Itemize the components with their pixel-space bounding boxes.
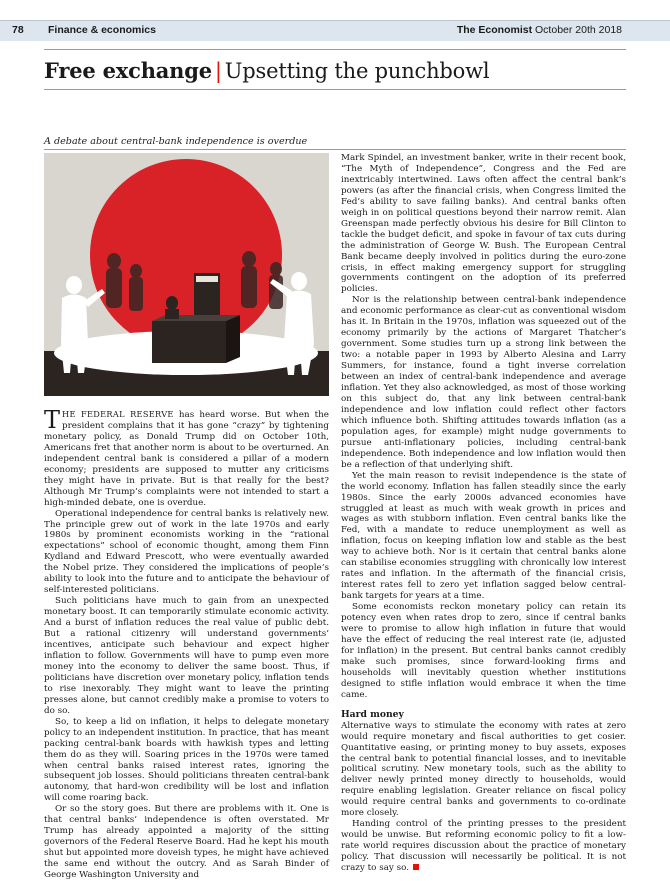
- headline-separator: |: [214, 59, 222, 83]
- article-column-right: [341, 153, 626, 874]
- body-paragraph: Mark Spindel, an investment banker, write in their recent book, “The Myth of Independence”, Congress and the Fed are inextricably intertwined. Laws often affect the central bank’s powers (as after the financial crisis, when Congress limited the Fed’s ability to save failing banks). And central banks often weigh in on political questions beyond their narrow remit. Alan Greenspan made perfectly obvious his desire for Bill Clinton to tackle the budget deficit, and spoke in favour of tax cuts during the administration of George W. Bush. The European Central Bank became deeply involved in politics during the euro-zone crisis, in effect making emergency support for struggling governments contingent on the adoption of its preferred policies.: [341, 153, 626, 295]
- publication-line: [457, 24, 622, 36]
- body-paragraph: Some economists reckon monetary policy can retain its potency even when rates drop to zero, since if central banks were to promise to allow high inflation in future that would have the effect of reducing the real interest rate (ie, adjusted for inflation) in the present. But central banks cannot credibly make such promises, since forward-looking firms and households will inevitably question whether institutions designed to stifle inflation would embrace it when the time came.: [341, 602, 626, 700]
- body-paragraph: Such politicians have much to gain from an unexpected monetary boost. It can temporarily stimulate economic activity. And a burst of inflation reduces the real value of public debt. But a rational citizenry will understand governments’ incentives, anticipate such behaviour and expect higher inflation to follow. Governments will have to pump even more money into the economy to deliver the same boost. Thus, if politicians have discretion over monetary policy, inflation tends to rise inexorably. They might want to leave the printing presses alone, but cannot credibly make a promise to voters to do so.: [44, 596, 329, 716]
- rubric-rule: [44, 149, 626, 150]
- body-paragraph: So, to keep a lid on inflation, it helps to delegate monetary policy to an independent institution. In practice, that has meant packing central-bank boards with hawkish types and letting them do as they will. Soaring prices in the 1970s were tamed when central banks raised interest rates, ignoring the subsequent job losses. Should politicians threaten central-bank autonomy, that hard-won credibility will be lost and inflation will come roaring back.: [44, 716, 329, 804]
- rubric: A debate about central-bank independence is overdue: [44, 136, 308, 147]
- body-paragraph: Operational independence for central banks is relatively new. The principle grew out of work in the late 1970s and early 1980s by prominent economists working in the “rational expectations” school of economic thought, among them Finn Kydland and Edward Prescott, who were eventually awarded the Nobel prize. They considered the implications of people’s ability to look into the future and to anticipate the behaviour of self-interested politicians.: [44, 508, 329, 596]
- page-number: 78: [12, 24, 24, 36]
- drop-cap: T: [44, 406, 61, 434]
- punchbowl-illustration: [44, 153, 329, 396]
- body-text: Handing control of the printing presses to the president would be unwise. But reforming economic policy to fit a low-rate world requires discussion about the practice of monetary policy. That discussion will necessarily be political. It is not crazy to say so.: [341, 819, 626, 874]
- body-text: has heard worse. But when the president complains that it has gone “crazy” by tightening monetary policy, as Donald Trump did on October 10th, Americans fret that another norm is about to be overturned. An independent central bank is considered a pillar of a modern economy; presidents are supposed to mutter any criticisms they might have in private. But is that really for the best? Although Mr Trump’s complaints were not intended to start a high-minded debate, one is overdue.: [44, 410, 329, 508]
- body-paragraph: Alternative ways to stimulate the economy with rates at zero would require monetary and fiscal authorities to get cosier. Quantitative easing, or printing money to buy assets, exposes the central bank to potential financial losses, and to inevitable political scrutiny. New monetary tools, such as the ability to deliver newly printed money directly to households, would require enabling legislation. Greater reliance on fiscal policy would require central banks and governments to co-ordinate more closely.: [341, 720, 626, 819]
- column-name: Free exchange: [44, 58, 212, 83]
- lead-paragraph: [44, 406, 329, 509]
- subheading: Hard money: [341, 708, 404, 720]
- top-rule: [44, 49, 626, 50]
- body-paragraph: Nor is the relationship between central-bank independence and economic performance as clear-cut as conventional wisdom has it. In Britain in the 1970s, inflation was squeezed out of the economy primarily by the actions of Margaret Thatcher’s government. Some studies turn up a strong link between the two: a notable paper in 1993 by Alberto Alesina and Larry Summers, for instance, found a tight inverse correlation between an index of central-bank independence and average inflation. Yet they also acknowledged, as most of those working on this subject do, that any link between central-bank independence and low inflation could reflect other factors which influence both. Shifting attitudes towards inflation (as a population ages, for example) might nudge governments to pursue anti-inflationary policies, including central-bank independence. Both independence and low inflation would then be a reflection of that underlying shift.: [341, 295, 626, 470]
- headline-rule: [44, 89, 626, 90]
- article-column-left: [44, 406, 329, 881]
- publication-name: The Economist: [456, 24, 533, 36]
- headline: [44, 58, 489, 83]
- running-header: [0, 20, 670, 41]
- lead-small-caps: HE FEDERAL RESERVE: [62, 409, 174, 419]
- article-title: Upsetting the punchbowl: [224, 59, 490, 83]
- final-paragraph: [341, 819, 626, 874]
- issue-date: October 20th 2018: [535, 24, 622, 36]
- body-paragraph: Or so the story goes. But there are problems with it. One is that central banks’ independence is often overstated. Mr Trump has already appointed a majority of the sitting governors of the Federal Reserve Board. Had he kept his mouth shut but appointed more doveish types, he might have achieved the same end without the outcry. And as Sarah Binder of George Washington University and: [44, 804, 329, 881]
- body-paragraph: Yet the main reason to revisit independence is the state of the world economy. Inflation has fallen steadily since the early 1980s. Since the early 2000s advanced economies have struggled at least as much with weak growth in prices and wages as with stubborn inflation. Even central banks like the Fed, with a mandate to reduce unemployment as well as inflation, focus on keeping inflation low and stable as the best way to achieve both. Nor is it certain that central banks alone can stabilise economies struggling with chronically low interest rates and inflation. In the aftermath of the financial crisis, interest rates fell to zero yet inflation sagged below central-bank targets for years at a time.: [341, 470, 626, 602]
- section-name: Finance & economics: [48, 24, 156, 36]
- end-mark-icon: [413, 864, 419, 870]
